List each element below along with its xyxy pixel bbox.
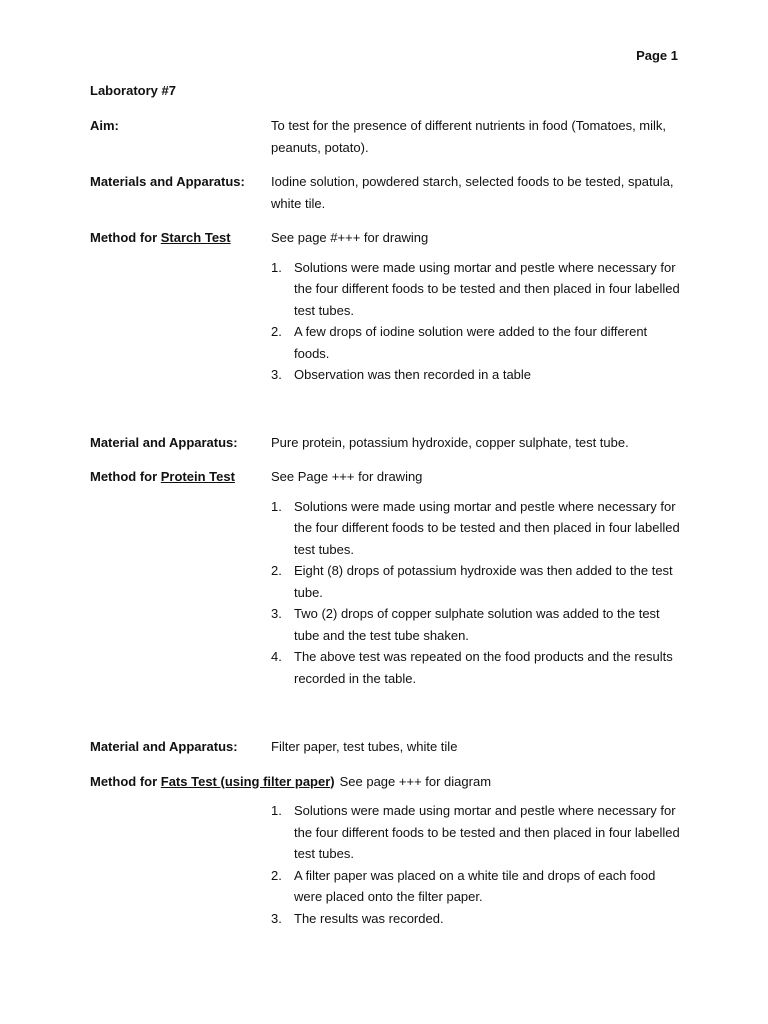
step-text: Eight (8) drops of potassium hydroxide was then added to the test tube. [294,563,673,600]
step-text: A filter paper was placed on a white tile and drops of each food were placed onto the filter paper. [294,867,656,904]
aim-row [90,115,690,158]
step-text: Solutions were made using mortar and pestle where necessary for the four different foods to be tested and then placed in four labelled test tubes. [294,259,680,318]
protein-steps-list [271,496,681,690]
protein-method-prefix: Method for [90,469,161,484]
step-text: The results was recorded. [294,910,444,926]
protein-materials-text: Pure protein, potassium hydroxide, copper sulphate, test tube. [271,434,629,450]
aim-text: To test for the presence of different nutrients in food (Tomatoes, milk, peanuts, potato). [271,118,667,155]
fats-method-note: See page +++ for diagram [339,773,492,789]
section-spacer [90,386,690,432]
list-item [271,257,681,322]
fats-materials-row [90,736,690,758]
step-number: 2. [271,324,282,339]
document-body [90,115,690,929]
protein-materials-row [90,432,690,454]
starch-method-row [90,227,690,249]
step-number: 1. [271,803,282,818]
lab-title: Laboratory #7 [90,83,176,98]
list-item [271,364,681,386]
fats-steps-list [271,800,681,929]
step-text: Two (2) drops of copper sulphate solution was added to the test tube and the test tube shaken. [294,606,660,643]
list-item [271,321,681,364]
starch-method-label [90,227,271,249]
step-text: A few drops of iodine solution were added to the four different foods. [294,324,648,361]
section-spacer [90,689,690,736]
aim-label: Aim: [90,118,119,133]
step-text: The above test was repeated on the food products and the results recorded in the table. [294,649,673,686]
list-item [271,908,681,930]
list-item [271,496,681,561]
fats-method-label [90,771,335,793]
fats-method-title: Fats Test (using filter paper) [160,773,335,789]
protein-method-note: See Page +++ for drawing [271,469,423,484]
step-number: 1. [271,259,282,275]
fats-materials-text: Filter paper, test tubes, white tile [271,739,458,754]
starch-method-note: See page #+++ for drawing [271,230,429,245]
step-number: 2. [271,563,282,578]
step-number: 1. [271,498,282,514]
fats-method-prefix: Method for [90,773,161,789]
list-item [271,800,681,865]
step-text: Solutions were made using mortar and pestle where necessary for the four different foods to be tested and then placed in four labelled test tubes. [294,803,680,861]
step-text: Observation was then recorded in a table [294,367,532,382]
fats-method-row [90,771,690,793]
protein-method-row [90,466,690,488]
fats-materials-label: Material and Apparatus: [90,739,238,754]
step-number: 2. [271,867,282,883]
list-item [271,865,681,908]
list-item [271,646,681,689]
starch-materials-label: Materials and Apparatus: [90,174,245,189]
starch-method-title: Starch Test [160,230,231,245]
step-number: 3. [271,606,282,621]
starch-method-prefix: Method for [90,230,161,245]
list-item [271,603,681,646]
starch-materials-text: Iodine solution, powdered starch, selected foods to be tested, spatula, white tile. [271,174,674,211]
protein-method-label [90,466,271,488]
starch-materials-row [90,171,690,214]
protein-materials-label: Material and Apparatus: [90,434,238,450]
step-text: Solutions were made using mortar and pestle where necessary for the four different foods to be tested and then placed in four labelled test tubes. [294,498,680,557]
starch-steps-list [271,257,681,386]
step-number: 3. [271,367,282,382]
protein-method-title: Protein Test [160,469,235,484]
step-number: 4. [271,649,282,664]
step-number: 3. [271,910,282,926]
page-number: Page 1 [636,48,678,63]
list-item [271,560,681,603]
